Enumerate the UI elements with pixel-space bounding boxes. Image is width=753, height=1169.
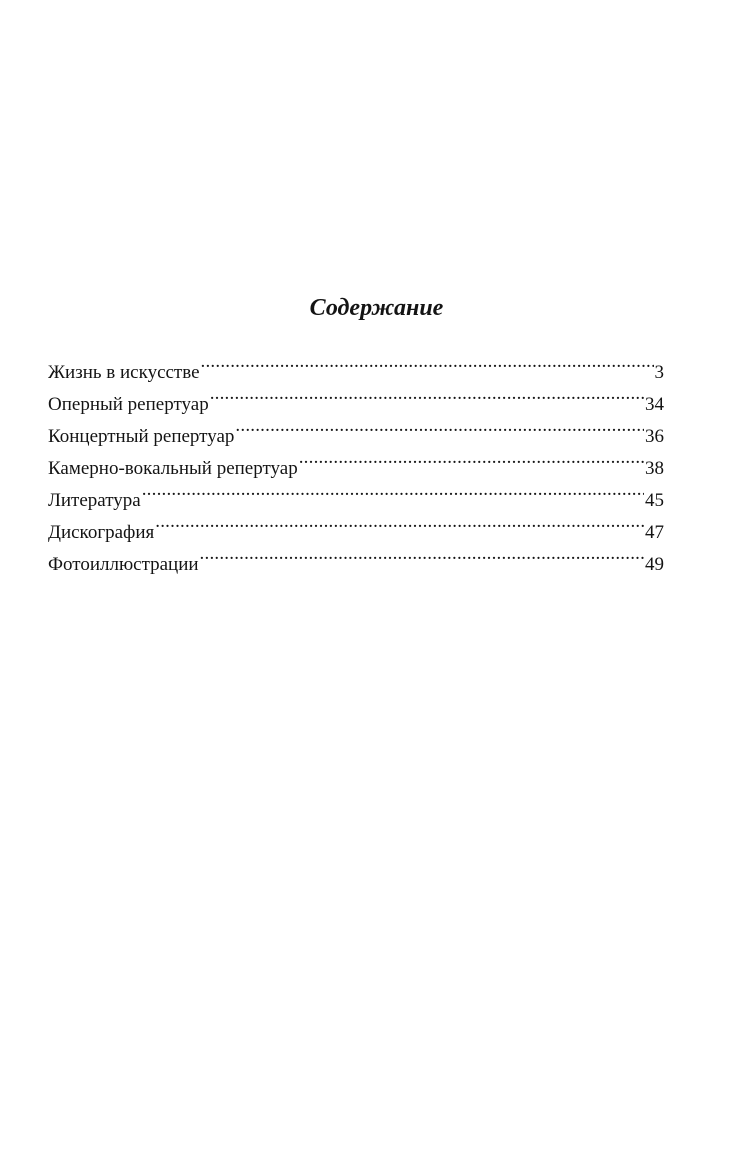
- dot-leader: [210, 378, 644, 410]
- toc-page-number: 36: [645, 426, 664, 447]
- dot-leader: [200, 538, 644, 570]
- toc-entry-title: Концертный репертуар: [48, 426, 235, 447]
- toc-entry-title: Камерно-вокальный репертуар: [48, 458, 298, 479]
- toc-entry-title: Литература: [48, 490, 141, 511]
- toc-page-number: 3: [654, 362, 664, 383]
- toc-entry-title: Оперный репертуар: [48, 394, 209, 415]
- dot-leader: [201, 346, 654, 378]
- toc-entry-title: Дискография: [48, 522, 155, 543]
- toc-entry-title: Фотоиллюстрации: [48, 554, 199, 575]
- toc-page-number: 49: [645, 554, 664, 575]
- dot-leader: [299, 442, 644, 474]
- toc-page-number: 38: [645, 458, 664, 479]
- toc-page-number: 34: [645, 394, 664, 415]
- dot-leader: [142, 474, 644, 506]
- page-title: Содержание: [309, 295, 444, 321]
- table-of-contents: [48, 346, 664, 575]
- dot-leader: [155, 506, 644, 538]
- toc-page-number: 45: [645, 490, 664, 511]
- toc-entry-life-in-art: [48, 346, 664, 383]
- toc-entry-title: Жизнь в искусстве: [48, 362, 200, 383]
- dot-leader: [235, 410, 644, 442]
- toc-page-number: 47: [645, 522, 664, 543]
